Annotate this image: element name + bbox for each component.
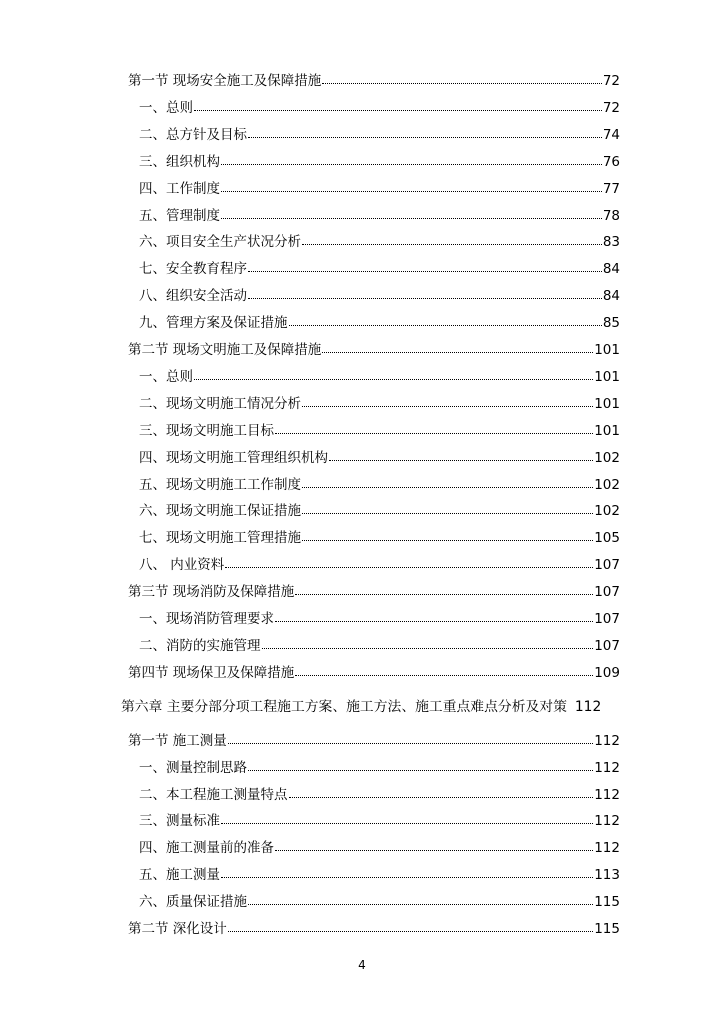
toc-entry-page: 113 [594,867,620,884]
toc-item[interactable] [139,811,620,831]
toc-item[interactable] [139,555,620,575]
toc-item[interactable] [139,892,620,912]
dot-leader [221,178,602,192]
toc-entry-label: 五、施工测量 [139,867,220,884]
toc-entry-label: 五、管理制度 [139,207,220,224]
dot-leader [289,312,602,326]
toc-entry-label: 一、总则 [139,368,193,385]
toc-entry-page: 112 [594,786,620,803]
toc-entry-label: 九、管理方案及保证措施 [139,315,288,332]
toc-entry-label: 第一节 施工测量 [128,732,227,749]
dot-leader [248,124,602,138]
dot-leader [248,891,593,905]
toc-item[interactable] [139,125,620,145]
toc-entry-page: 84 [602,261,620,278]
toc-entry-page: 78 [602,207,620,224]
toc-section[interactable] [128,919,620,939]
dot-leader [221,151,602,165]
toc-section[interactable] [128,731,620,751]
toc-entry-label: 第二节 深化设计 [128,921,227,937]
toc-item[interactable] [139,259,620,279]
dot-leader [228,730,593,744]
dot-leader [248,258,602,272]
toc-entry-label: 二、本工程施工测量特点 [139,786,288,803]
toc-entry-page: 101 [594,342,620,358]
toc-item[interactable] [139,98,620,118]
toc-entry-page: 112 [594,840,620,857]
dot-leader [194,97,602,111]
toc-item[interactable] [139,286,620,306]
dot-leader [221,810,593,824]
toc-entry-label: 八、 内业资料 [139,557,225,574]
toc-entry-page: 101 [594,368,620,385]
toc-item[interactable] [139,636,620,656]
toc-entry-page: 76 [602,153,620,170]
toc-entry-label: 第六章 主要分部分项工程施工方案、施工方法、施工重点难点分析及对策 [121,698,567,715]
toc-entry-page: 107 [594,637,620,654]
toc-entry-page: 102 [594,449,620,466]
toc-entry-label: 六、项目安全生产状况分析 [139,234,301,251]
toc-entry-label: 八、组织安全活动 [139,288,247,305]
dot-leader [322,339,593,353]
dot-leader [228,918,593,932]
toc-entry-page: 84 [602,288,620,305]
toc-entry-page: 101 [594,422,620,439]
dot-leader [295,662,593,676]
toc-entry-label: 三、现场文明施工目标 [139,422,274,439]
toc-entry-page: 74 [602,126,620,143]
toc-chapter[interactable] [121,697,620,717]
toc-entry-page: 115 [594,921,620,937]
toc-entry-page: 101 [594,395,620,412]
toc-entry-label: 六、现场文明施工保证措施 [139,503,301,520]
toc-item[interactable] [139,232,620,252]
toc-entry-label: 第二节 现场文明施工及保障措施 [128,342,322,358]
toc-section[interactable] [128,582,620,602]
toc-entry-label: 七、现场文明施工管理措施 [139,530,301,547]
toc-entry-label: 二、现场文明施工情况分析 [139,395,301,412]
toc-entry-label: 七、安全教育程序 [139,261,247,278]
toc-entry-page: 107 [594,584,620,601]
toc-entry-page: 112 [594,813,620,830]
toc-entry-page: 83 [602,234,620,251]
toc-entry-label: 三、组织机构 [139,153,220,170]
toc-item[interactable] [139,448,620,468]
dot-leader [248,285,602,299]
toc-item[interactable] [139,421,620,441]
toc-entry-label: 四、工作制度 [139,180,220,197]
toc-entry-page: 107 [594,611,620,627]
toc-entry-label: 二、消防的实施管理 [139,637,261,654]
toc-section[interactable] [128,71,620,91]
toc-entry-label: 四、现场文明施工管理组织机构 [139,449,328,466]
toc-entry-page: 109 [594,664,620,681]
toc-entry-label: 第四节 现场保卫及保障措施 [128,664,295,681]
toc-entry-page: 72 [602,73,620,89]
dot-leader [221,205,602,219]
toc-entry-label: 第一节 现场安全施工及保障措施 [128,73,322,89]
toc-entry-page: 85 [602,315,620,332]
toc-entry-page: 77 [602,180,620,197]
dot-leader [248,757,593,771]
toc-item[interactable] [139,838,620,858]
dot-leader [221,864,593,878]
dot-leader [225,554,593,568]
toc-item[interactable] [139,475,620,495]
toc-item[interactable] [139,367,620,387]
toc-item[interactable] [139,865,620,885]
dot-leader [302,500,593,514]
dot-leader [295,581,593,595]
dot-leader [275,420,593,434]
dot-leader [302,231,602,245]
toc-entry-label: 六、质量保证措施 [139,894,247,911]
dot-leader [194,366,593,380]
toc-item[interactable] [139,528,620,548]
toc-section[interactable] [128,340,620,360]
toc-entry-label: 四、施工测量前的准备 [139,840,274,857]
toc-item[interactable] [139,501,620,521]
toc-item[interactable] [139,758,620,778]
toc-section[interactable] [128,663,620,683]
toc-item[interactable] [139,313,620,333]
toc-entry-label: 一、测量控制思路 [139,759,247,776]
toc-entry-label: 二、总方针及目标 [139,126,247,143]
toc-entry-label: 三、测量标准 [139,813,220,830]
toc-entry-label: 一、总则 [139,99,193,116]
toc-entry-page: 102 [594,476,620,493]
dot-leader [262,635,594,649]
toc-item[interactable] [139,785,620,805]
dot-leader [322,70,602,84]
dot-leader [289,784,594,798]
toc-item[interactable] [139,179,620,199]
toc-entry-page: 112 [574,698,602,715]
toc-item[interactable] [139,609,620,629]
dot-leader [275,837,593,851]
toc-entry-page: 107 [594,557,620,574]
toc-entry-label: 第三节 现场消防及保障措施 [128,584,295,601]
toc-entry-page: 112 [594,759,620,776]
dot-leader [302,527,593,541]
toc-entry-page: 105 [594,530,620,547]
toc-entry-label: 一、现场消防管理要求 [139,611,274,627]
dot-leader [302,393,593,407]
toc-entry-page: 72 [602,99,620,116]
toc-entry-page: 102 [594,503,620,520]
dot-leader [329,447,593,461]
toc-item[interactable] [139,152,620,172]
toc-entry-page: 112 [594,732,620,749]
dot-leader [275,608,593,622]
toc-item[interactable] [139,394,620,414]
dot-leader [302,474,593,488]
toc-entry-label: 五、现场文明施工工作制度 [139,476,301,493]
page-number: 4 [358,958,366,972]
toc-item[interactable] [139,206,620,226]
toc-entry-page: 115 [594,894,620,911]
